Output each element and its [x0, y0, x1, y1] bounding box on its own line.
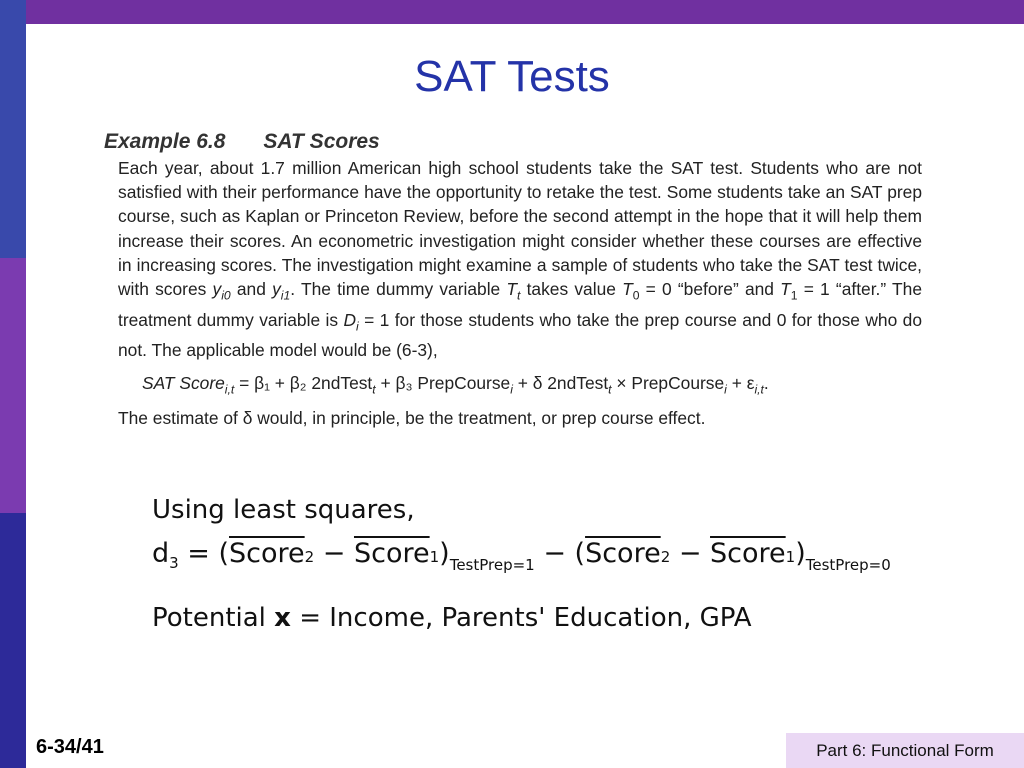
condition-label: TestPrep=1: [449, 556, 535, 574]
example-title: SAT Scores: [263, 130, 380, 153]
eq-d: d: [152, 538, 170, 569]
least-squares-intro: Using least squares,: [152, 495, 415, 525]
eq-part: × PrepCourse: [611, 372, 725, 393]
eq-part: = Income, Parents' Education, GPA: [290, 603, 752, 633]
eq-sub: 2: [660, 548, 671, 566]
eq-part: SAT Score: [142, 372, 225, 393]
body-text: and: [230, 279, 273, 300]
eq-part: −: [314, 538, 354, 569]
mean-score: Score: [710, 538, 786, 569]
var-T: T: [622, 279, 633, 300]
eq-part: .: [763, 372, 769, 393]
body-text: Each year, about 1.7 million American high school students take the SAT test. Students who are not satisfied with their performance have the opportunity to retake the test. Some students take an SAT prep course, such as Kaplan or Princeton Review, before the second attempt in the hope that it will help them increase their scores. An econometric investigation might consider whether these courses are effective in increasing scores. The investigation might examine a sample of students who take the SAT test twice, with scores: [118, 158, 922, 300]
did-estimator-equation: [152, 538, 891, 592]
eq-sub: i,t: [754, 382, 764, 397]
var-sub: i0: [221, 288, 231, 303]
potential-x-line: [152, 598, 891, 638]
eq-part: + β₃ PrepCourse: [375, 372, 511, 393]
slide-title: SAT Tests: [414, 52, 610, 101]
eq-part: = (: [178, 538, 230, 569]
left-stripe-bottom: [0, 513, 26, 768]
eq-sub: 1: [785, 548, 796, 566]
footer-section-tag: Part 6: Functional Form: [786, 733, 1024, 768]
eq-part: ): [439, 538, 450, 569]
var-x: x: [274, 603, 291, 633]
var-D: D: [343, 309, 357, 330]
page-number: 6-34/41: [36, 736, 104, 758]
body-text: = 0 “before” and: [639, 279, 781, 300]
eq-part: ): [795, 538, 806, 569]
eq-sub: t: [372, 382, 376, 397]
eq-part: = β₁ + β₂ 2ndTest: [234, 372, 373, 393]
var-y: y: [272, 279, 281, 300]
var-sub: 0: [632, 288, 640, 303]
var-sub: t: [517, 288, 521, 303]
var-sub: i: [356, 319, 359, 334]
example-box: [104, 130, 922, 429]
body-text: . The time dummy variable: [290, 279, 507, 300]
var-T: T: [780, 279, 791, 300]
eq-part: + δ 2ndTest: [512, 372, 609, 393]
example-heading: [104, 130, 922, 154]
var-sub: i1: [280, 288, 291, 303]
eq-part: −: [670, 538, 711, 569]
example-label: Example 6.8: [104, 130, 226, 153]
eq-sub: i: [510, 382, 513, 397]
eq-sub: t: [608, 382, 612, 397]
least-squares-block: [152, 490, 891, 638]
eq-part: Potential: [152, 603, 275, 633]
var-y: y: [212, 279, 222, 300]
eq-sub: i,t: [224, 382, 235, 397]
eq-sub: 1: [429, 548, 440, 566]
eq-part: + ε: [726, 372, 755, 393]
eq-sub: 2: [304, 548, 315, 566]
body-text: = 1 for those students who take the prep course and 0 for those who do not. The applicable model would be (6-3),: [118, 309, 922, 361]
eq-sub: 3: [169, 554, 179, 572]
condition-label: TestPrep=0: [805, 556, 891, 574]
mean-score: Score: [229, 538, 305, 569]
body-text: = 1 “after.” The treatment dummy variable is: [118, 279, 922, 330]
top-bar: [0, 0, 1024, 24]
model-equation: [142, 373, 922, 396]
eq-part: − (: [534, 538, 586, 569]
left-stripe-top: [0, 0, 26, 258]
left-stripe-middle: [0, 258, 26, 513]
example-body: [118, 156, 922, 363]
var-T: T: [506, 279, 518, 300]
estimate-text: The estimate of δ would, in principle, be the treatment, or prep course effect.: [118, 408, 706, 429]
eq-sub: i: [724, 382, 727, 397]
mean-score: Score: [585, 538, 661, 569]
body-text: takes value: [520, 279, 623, 300]
mean-score: Score: [353, 538, 430, 569]
var-sub: 1: [790, 288, 798, 303]
